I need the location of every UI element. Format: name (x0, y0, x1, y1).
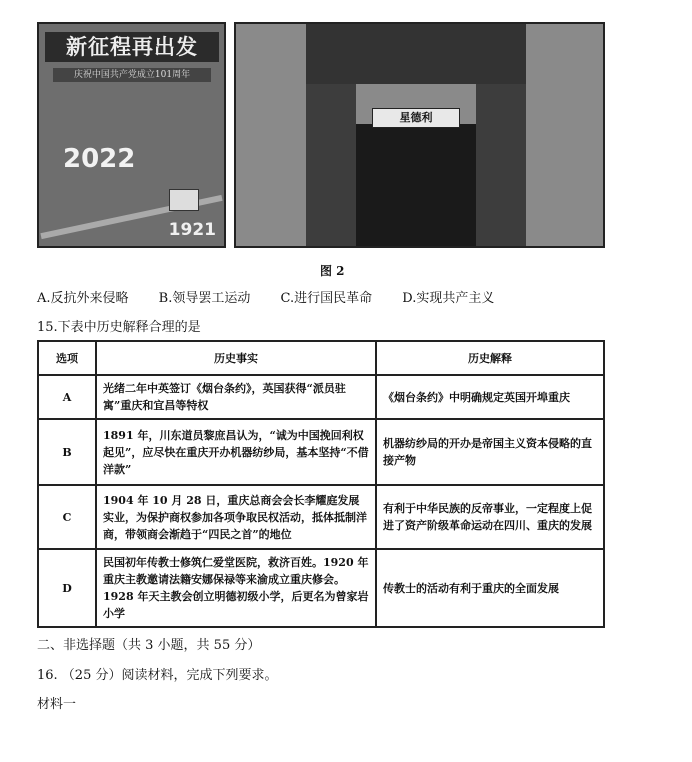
row-fact: 1891 年，川东道员黎庶昌认为，“诚为中国挽回利权起见”，应尽快在重庆开办机器纺纱局，基本坚持“不借洋款” (96, 419, 376, 485)
row-interpretation: 机器纺纱局的开办是帝国主义资本侵略的直接产物 (376, 419, 604, 485)
row-option: C (38, 485, 96, 549)
header-interpretation: 历史解释 (376, 341, 604, 375)
row-interpretation: 有利于中华民族的反帝事业，一定程度上促进了资产阶级革命运动在四川、重庆的发展 (376, 485, 604, 549)
poster-year-1921: 1921 (168, 220, 216, 240)
q14-option-d: D.实现共产主义 (402, 291, 495, 306)
building-door (356, 124, 476, 248)
row-fact: 光绪二年中英签订《烟台条约》，英国获得“派员驻寓”重庆和宜昌等特权 (96, 375, 376, 419)
row-option: A (38, 375, 96, 419)
header-option: 选项 (38, 341, 96, 375)
poster-year-2022: 2022 (63, 144, 136, 174)
row-fact: 1904 年 10 月 28 日，重庆总商会会长李耀庭发展实业，为保护商权参加各项争取民权活动，抵体抵制洋商，带领商会渐趋于“四民之首”的地位 (96, 485, 376, 549)
section-2-heading: 二、非选择题（共 3 小题，共 55 分） (37, 638, 261, 653)
table-row (38, 549, 604, 627)
building-pillar-left (306, 84, 356, 248)
q14-option-c: C.进行国民革命 (280, 291, 373, 306)
row-interpretation: 传教士的活动有利于重庆的全面发展 (376, 549, 604, 627)
q14-options (37, 287, 520, 306)
header-fact: 历史事实 (96, 341, 376, 375)
material-1-label: 材料一 (37, 697, 77, 712)
table-row (38, 419, 604, 485)
table-row (38, 485, 604, 549)
poster-banner: 新征程再出发 (45, 32, 219, 62)
building-plaque: 星德利 (372, 108, 460, 128)
figure-caption: 图 2 (320, 264, 345, 278)
q15-stem: 15.下表中历史解释合理的是 (37, 320, 201, 335)
table-header-row (38, 341, 604, 375)
history-table (37, 340, 605, 628)
poster-boat-icon (169, 189, 199, 211)
row-option: D (38, 549, 96, 627)
figure-right-photo (234, 22, 605, 248)
q14-option-b: B.领导罢工运动 (158, 291, 251, 306)
row-option: B (38, 419, 96, 485)
building-pillar-right (476, 84, 526, 248)
poster-subtitle: 庆祝中国共产党成立101周年 (53, 68, 211, 82)
row-interpretation: 《烟台条约》中明确规定英国开埠重庆 (376, 375, 604, 419)
figure-left-poster (37, 22, 226, 248)
building-roof (306, 24, 526, 84)
q14-option-a: A.反抗外来侵略 (37, 291, 129, 306)
table-row (38, 375, 604, 419)
row-fact: 民国初年传教士修筑仁爱堂医院，救济百姓。1920 年重庆主教邀请法籍安娜保禄等来渝成立重庆修会。1928 年天主教会创立明德初级小学，后更名为曾家岩小学 (96, 549, 376, 627)
q16-stem: 16. （25 分）阅读材料，完成下列要求。 (37, 668, 278, 683)
